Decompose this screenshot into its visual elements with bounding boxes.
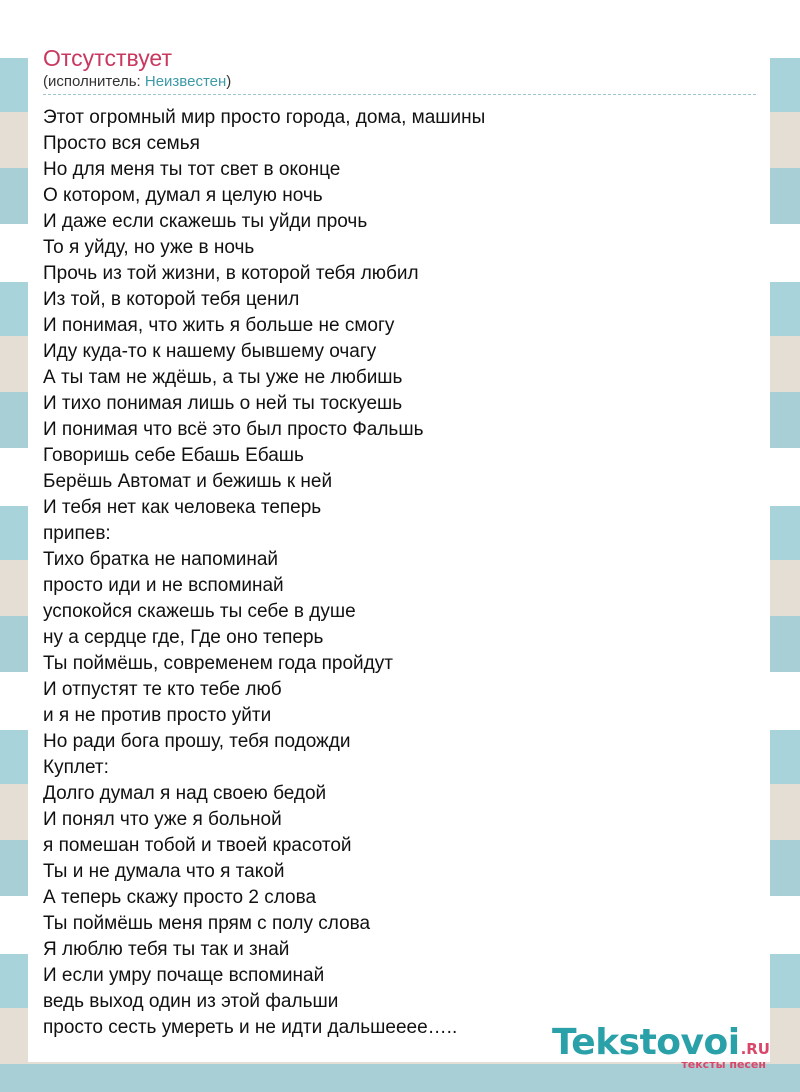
lyric-line: И тихо понимая лишь о ней ты тоскуешь <box>43 393 403 414</box>
lyric-line: Прочь из той жизни, в которой тебя любил <box>43 263 419 284</box>
lyric-line: просто сесть умереть и не идти дальшееее….. <box>43 1017 458 1038</box>
lyric-line: И понял что уже я больной <box>43 809 282 830</box>
site-watermark <box>552 1022 770 1071</box>
lyric-line: успокойся скажешь ты себе в душе <box>43 601 356 622</box>
lyric-line: А ты там не ждёшь, а ты уже не любишь <box>43 367 403 388</box>
lyric-line: Тихо братка не напоминай <box>43 549 278 570</box>
lyric-line: и я не против просто уйти <box>43 705 272 726</box>
lyric-line: Долго думал я над своею бедой <box>43 783 327 804</box>
lyric-line: Но ради бога прошу, тебя подожди <box>43 731 351 752</box>
lyric-line: просто иди и не вспоминай <box>43 575 284 596</box>
lyric-line: Этот огромный мир просто города, дома, машины <box>43 107 486 128</box>
lyric-line: Я люблю тебя ты так и знай <box>43 939 290 960</box>
lyric-line: Но для меня ты тот свет в оконце <box>43 159 341 180</box>
lyric-line: ну а сердце где, Где оно теперь <box>43 627 324 648</box>
watermark-logo-tld: .RU <box>740 1040 770 1058</box>
lyric-line: И если умру почаще вспоминай <box>43 965 325 986</box>
lyric-line: И понимая, что жить я больше не смогу <box>43 315 395 336</box>
song-title: Отсутствует <box>43 45 172 71</box>
lyric-line: Куплет: <box>43 757 109 778</box>
lyric-line: А теперь скажу просто 2 слова <box>43 887 317 908</box>
lyrics-card <box>28 30 770 1062</box>
artist-link[interactable]: Неизвестен <box>144 73 227 90</box>
lyric-line: И понимая что всё это был просто Фальшь <box>43 419 424 440</box>
lyric-line: Из той, в которой тебя ценил <box>43 289 300 310</box>
lyric-line: Говоришь себе Ебашь Ебашь <box>43 445 304 466</box>
artist-suffix: ) <box>226 73 232 90</box>
lyrics-text <box>43 105 485 1041</box>
lyric-line: Берёшь Автомат и бежишь к ней <box>43 471 333 492</box>
lyric-line: Ты поймёшь, современем года пройдут <box>43 653 393 674</box>
lyric-line: То я уйду, но уже в ночь <box>43 237 255 258</box>
lyric-line: Ты поймёшь меня прям с полу слова <box>43 913 371 934</box>
lyric-line: я помешан тобой и твоей красотой <box>43 835 352 856</box>
lyric-line: И тебя нет как человека теперь <box>43 497 322 518</box>
title-divider <box>43 94 756 95</box>
watermark-tagline: тексты песен <box>681 1058 766 1071</box>
lyric-line: Иду куда-то к нашему бывшему очагу <box>43 341 377 362</box>
lyric-line: О котором, думал я целую ночь <box>43 185 323 206</box>
watermark-logo-name: Tekstovoi <box>552 1022 740 1063</box>
lyric-line: припев: <box>43 523 111 544</box>
lyric-line: И отпустят те кто тебе люб <box>43 679 282 700</box>
lyric-line: И даже если скажешь ты уйди прочь <box>43 211 368 232</box>
lyric-line: ведь выход один из этой фальши <box>43 991 339 1012</box>
artist-prefix: (исполнитель: <box>43 73 145 90</box>
lyric-line: Просто вся семья <box>43 133 200 154</box>
lyric-line: Ты и не думала что я такой <box>43 861 285 882</box>
artist-line <box>43 73 231 91</box>
